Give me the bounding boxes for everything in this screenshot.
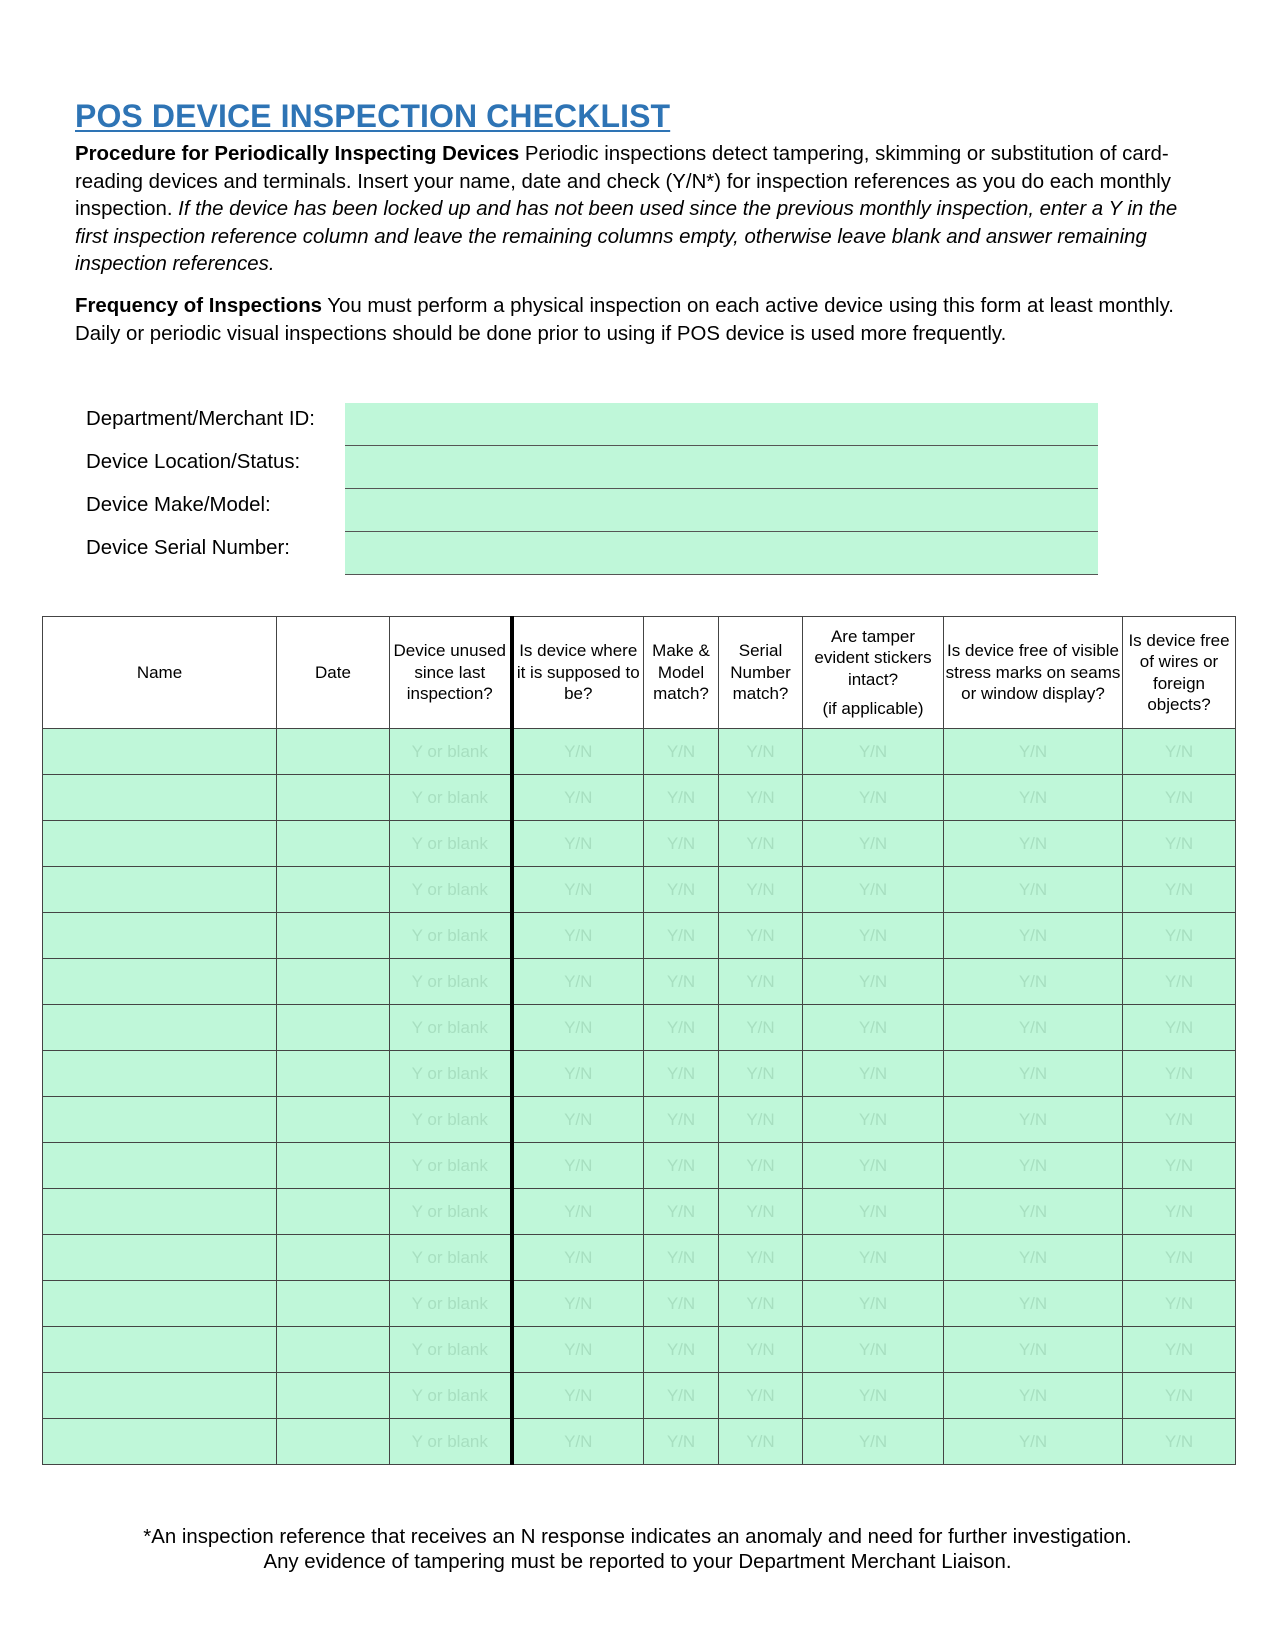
cell-wires-foreign-objects[interactable]: Y/N xyxy=(1123,1235,1236,1281)
cell-device-unused[interactable]: Y or blank xyxy=(390,959,512,1005)
cell-date[interactable] xyxy=(277,867,390,913)
cell-device-unused[interactable]: Y or blank xyxy=(390,867,512,913)
device-serial-number-label: Device Serial Number: xyxy=(86,537,290,559)
cell-device-location[interactable]: Y/N xyxy=(512,1051,644,1097)
cell-wires-foreign-objects[interactable]: Y/N xyxy=(1123,821,1236,867)
cell-serial-number[interactable]: Y/N xyxy=(719,1143,803,1189)
cell-stress-marks[interactable]: Y/N xyxy=(944,775,1123,821)
cell-device-unused[interactable]: Y or blank xyxy=(390,1281,512,1327)
cell-tamper-stickers[interactable]: Y/N xyxy=(803,1419,944,1465)
cell-serial-number[interactable]: Y/N xyxy=(719,1281,803,1327)
header-serial-number-label: Serial Number match? xyxy=(730,641,791,704)
cell-serial-number[interactable]: Y/N xyxy=(719,913,803,959)
cell-stress-marks[interactable]: Y/N xyxy=(944,729,1123,775)
table-row xyxy=(43,959,1236,1005)
cell-stress-marks[interactable]: Y/N xyxy=(944,1005,1123,1051)
cell-name[interactable] xyxy=(43,913,277,959)
cell-wires-foreign-objects[interactable]: Y/N xyxy=(1123,1143,1236,1189)
cell-make-model[interactable]: Y/N xyxy=(644,1051,719,1097)
cell-device-location[interactable]: Y/N xyxy=(512,1189,644,1235)
cell-stress-marks[interactable]: Y/N xyxy=(944,1189,1123,1235)
cell-name[interactable] xyxy=(43,729,277,775)
cell-device-unused[interactable]: Y or blank xyxy=(390,729,512,775)
cell-stress-marks[interactable]: Y/N xyxy=(944,1281,1123,1327)
procedure-paragraph xyxy=(75,141,1210,279)
cell-make-model[interactable]: Y/N xyxy=(644,959,719,1005)
cell-name[interactable] xyxy=(43,867,277,913)
header-name-label: Name xyxy=(136,662,183,682)
cell-device-unused[interactable]: Y or blank xyxy=(390,1051,512,1097)
cell-name[interactable] xyxy=(43,1281,277,1327)
table-row xyxy=(43,775,1236,821)
cell-wires-foreign-objects[interactable]: Y/N xyxy=(1123,775,1236,821)
cell-tamper-stickers[interactable]: Y/N xyxy=(803,1373,944,1419)
header-serial-number xyxy=(719,617,803,729)
cell-make-model[interactable]: Y/N xyxy=(644,1097,719,1143)
cell-date[interactable] xyxy=(277,1097,390,1143)
department-merchant-id-field[interactable] xyxy=(345,403,1098,446)
cell-tamper-stickers[interactable]: Y/N xyxy=(803,1005,944,1051)
device-serial-number-field[interactable] xyxy=(345,532,1098,575)
cell-date[interactable] xyxy=(277,1051,390,1097)
table-row xyxy=(43,1189,1236,1235)
cell-name[interactable] xyxy=(43,775,277,821)
cell-serial-number[interactable]: Y/N xyxy=(719,959,803,1005)
cell-tamper-stickers[interactable]: Y/N xyxy=(803,1189,944,1235)
cell-stress-marks[interactable]: Y/N xyxy=(944,867,1123,913)
cell-serial-number[interactable]: Y/N xyxy=(719,1327,803,1373)
cell-name[interactable] xyxy=(43,1051,277,1097)
cell-serial-number[interactable]: Y/N xyxy=(719,867,803,913)
cell-stress-marks[interactable]: Y/N xyxy=(944,1051,1123,1097)
cell-wires-foreign-objects[interactable]: Y/N xyxy=(1123,1051,1236,1097)
cell-tamper-stickers[interactable]: Y/N xyxy=(803,959,944,1005)
cell-device-location[interactable]: Y/N xyxy=(512,729,644,775)
header-date-label: Date xyxy=(315,662,351,682)
header-tamper-stickers-label: Are tamper evident stickers intact? xyxy=(814,626,932,689)
table-row xyxy=(43,1373,1236,1419)
cell-name[interactable] xyxy=(43,1419,277,1465)
cell-name[interactable] xyxy=(43,1189,277,1235)
device-location-status-field[interactable] xyxy=(345,446,1098,489)
cell-serial-number[interactable]: Y/N xyxy=(719,1235,803,1281)
cell-date[interactable] xyxy=(277,1235,390,1281)
cell-device-location[interactable]: Y/N xyxy=(512,775,644,821)
cell-stress-marks[interactable]: Y/N xyxy=(944,1097,1123,1143)
cell-date[interactable] xyxy=(277,1327,390,1373)
device-make-model-label: Device Make/Model: xyxy=(86,494,271,516)
procedure-text: Periodic inspections detect tampering, skimming or substitution of card-reading devices and terminals. Insert your name, date and check (Y/N*) for inspection references as you do each monthly inspection. xyxy=(75,143,1172,220)
inspection-table xyxy=(42,616,1236,1465)
cell-date[interactable] xyxy=(277,1373,390,1419)
table-row xyxy=(43,867,1236,913)
cell-serial-number[interactable]: Y/N xyxy=(719,1051,803,1097)
cell-name[interactable] xyxy=(43,1235,277,1281)
table-row xyxy=(43,913,1236,959)
cell-device-unused[interactable]: Y or blank xyxy=(390,1189,512,1235)
header-stress-marks xyxy=(944,617,1123,729)
device-make-model-field[interactable] xyxy=(345,489,1098,532)
table-row xyxy=(43,729,1236,775)
cell-wires-foreign-objects[interactable]: Y/N xyxy=(1123,867,1236,913)
cell-wires-foreign-objects[interactable]: Y/N xyxy=(1123,1005,1236,1051)
cell-make-model[interactable]: Y/N xyxy=(644,1189,719,1235)
header-device-location-label: Is device where it is supposed to be? xyxy=(516,641,640,704)
footer-line-1: *An inspection reference that receives an N response indicates an anomaly and need for further investigation. xyxy=(143,1526,1132,1548)
cell-device-unused[interactable]: Y or blank xyxy=(390,1419,512,1465)
cell-tamper-stickers[interactable]: Y/N xyxy=(803,1235,944,1281)
cell-serial-number[interactable]: Y/N xyxy=(719,775,803,821)
cell-device-location[interactable]: Y/N xyxy=(512,1419,644,1465)
footer-note xyxy=(0,1525,1275,1575)
cell-stress-marks[interactable]: Y/N xyxy=(944,1143,1123,1189)
table-row xyxy=(43,1143,1236,1189)
cell-serial-number[interactable]: Y/N xyxy=(719,821,803,867)
cell-stress-marks[interactable]: Y/N xyxy=(944,1235,1123,1281)
cell-wires-foreign-objects[interactable]: Y/N xyxy=(1123,1281,1236,1327)
cell-make-model[interactable]: Y/N xyxy=(644,775,719,821)
cell-device-location[interactable]: Y/N xyxy=(512,821,644,867)
header-wires-foreign-objects-label: Is device free of wires or foreign objects? xyxy=(1128,630,1230,714)
frequency-text: You must perform a physical inspection on each active device using this form at least monthly. Daily or periodic visual inspections should be done prior to using if POS device is used more frequently. xyxy=(75,295,1174,345)
cell-make-model[interactable]: Y/N xyxy=(644,913,719,959)
cell-tamper-stickers[interactable]: Y/N xyxy=(803,729,944,775)
cell-name[interactable] xyxy=(43,1143,277,1189)
header-device-unused-label: Device unused since last inspection? xyxy=(393,641,506,704)
cell-make-model[interactable]: Y/N xyxy=(644,729,719,775)
cell-device-unused[interactable]: Y or blank xyxy=(390,1005,512,1051)
table-row xyxy=(43,1327,1236,1373)
cell-name[interactable] xyxy=(43,1373,277,1419)
table-row xyxy=(43,1051,1236,1097)
cell-device-unused[interactable]: Y or blank xyxy=(390,775,512,821)
cell-serial-number[interactable]: Y/N xyxy=(719,1005,803,1051)
frequency-paragraph xyxy=(75,293,1210,348)
device-location-status-label: Device Location/Status: xyxy=(86,451,301,473)
cell-date[interactable] xyxy=(277,1143,390,1189)
cell-wires-foreign-objects[interactable]: Y/N xyxy=(1123,729,1236,775)
cell-device-location[interactable]: Y/N xyxy=(512,1097,644,1143)
cell-name[interactable] xyxy=(43,959,277,1005)
cell-make-model[interactable]: Y/N xyxy=(644,1235,719,1281)
cell-tamper-stickers[interactable]: Y/N xyxy=(803,1143,944,1189)
cell-wires-foreign-objects[interactable]: Y/N xyxy=(1123,1373,1236,1419)
cell-name[interactable] xyxy=(43,1097,277,1143)
table-row xyxy=(43,1419,1236,1465)
footer-line-2: Any evidence of tampering must be reported to your Department Merchant Liaison. xyxy=(263,1551,1012,1573)
cell-make-model[interactable]: Y/N xyxy=(644,1005,719,1051)
cell-wires-foreign-objects[interactable]: Y/N xyxy=(1123,1097,1236,1143)
header-device-location xyxy=(512,617,644,729)
cell-name[interactable] xyxy=(43,1005,277,1051)
cell-stress-marks[interactable]: Y/N xyxy=(944,959,1123,1005)
cell-stress-marks[interactable]: Y/N xyxy=(944,913,1123,959)
cell-tamper-stickers[interactable]: Y/N xyxy=(803,913,944,959)
header-device-unused xyxy=(390,617,512,729)
cell-device-unused[interactable]: Y or blank xyxy=(390,821,512,867)
cell-tamper-stickers[interactable]: Y/N xyxy=(803,867,944,913)
cell-serial-number[interactable]: Y/N xyxy=(719,729,803,775)
cell-stress-marks[interactable]: Y/N xyxy=(944,1419,1123,1465)
cell-serial-number[interactable]: Y/N xyxy=(719,1419,803,1465)
cell-tamper-stickers[interactable]: Y/N xyxy=(803,1281,944,1327)
table-row xyxy=(43,821,1236,867)
cell-wires-foreign-objects[interactable]: Y/N xyxy=(1123,1419,1236,1465)
header-tamper-stickers xyxy=(803,617,944,729)
table-row xyxy=(43,1097,1236,1143)
table-row xyxy=(43,1281,1236,1327)
cell-date[interactable] xyxy=(277,729,390,775)
cell-tamper-stickers[interactable]: Y/N xyxy=(803,821,944,867)
procedure-heading: Procedure for Periodically Inspecting Devices xyxy=(75,143,520,165)
cell-device-location[interactable]: Y/N xyxy=(512,1281,644,1327)
cell-date[interactable] xyxy=(277,959,390,1005)
cell-device-unused[interactable]: Y or blank xyxy=(390,1327,512,1373)
cell-device-unused[interactable]: Y or blank xyxy=(390,1373,512,1419)
cell-tamper-stickers[interactable]: Y/N xyxy=(803,1051,944,1097)
cell-device-location[interactable]: Y/N xyxy=(512,1235,644,1281)
cell-stress-marks[interactable]: Y/N xyxy=(944,1373,1123,1419)
cell-stress-marks[interactable]: Y/N xyxy=(944,1327,1123,1373)
table-row xyxy=(43,1005,1236,1051)
cell-make-model[interactable]: Y/N xyxy=(644,1143,719,1189)
cell-serial-number[interactable]: Y/N xyxy=(719,1373,803,1419)
cell-date[interactable] xyxy=(277,1005,390,1051)
cell-device-location[interactable]: Y/N xyxy=(512,959,644,1005)
cell-date[interactable] xyxy=(277,1419,390,1465)
cell-device-unused[interactable]: Y or blank xyxy=(390,913,512,959)
cell-device-location[interactable]: Y/N xyxy=(512,1373,644,1419)
header-wires-foreign-objects xyxy=(1123,617,1236,729)
cell-make-model[interactable]: Y/N xyxy=(644,821,719,867)
header-make-model xyxy=(644,617,719,729)
header-stress-marks-label: Is device free of visible stress marks on seams or window display? xyxy=(945,641,1121,704)
frequency-heading: Frequency of Inspections xyxy=(75,295,322,317)
cell-make-model[interactable]: Y/N xyxy=(644,867,719,913)
page-title: POS DEVICE INSPECTION CHECKLIST xyxy=(75,98,671,134)
cell-device-unused[interactable]: Y or blank xyxy=(390,1235,512,1281)
table-header-row xyxy=(43,617,1236,729)
department-merchant-id-label: Department/Merchant ID: xyxy=(86,408,315,430)
cell-make-model[interactable]: Y/N xyxy=(644,1281,719,1327)
procedure-italic-text: If the device has been locked up and has not been used since the previous monthly inspection, enter a Y in the first inspection reference column and leave the remaining columns empty, otherwise leave blank and answer remaining inspection references. xyxy=(75,198,1178,275)
cell-device-location[interactable]: Y/N xyxy=(512,1327,644,1373)
cell-date[interactable] xyxy=(277,775,390,821)
cell-device-unused[interactable]: Y or blank xyxy=(390,1097,512,1143)
cell-date[interactable] xyxy=(277,821,390,867)
cell-device-location[interactable]: Y/N xyxy=(512,913,644,959)
cell-wires-foreign-objects[interactable]: Y/N xyxy=(1123,913,1236,959)
cell-tamper-stickers[interactable]: Y/N xyxy=(803,1327,944,1373)
cell-stress-marks[interactable]: Y/N xyxy=(944,821,1123,867)
cell-date[interactable] xyxy=(277,913,390,959)
cell-serial-number[interactable]: Y/N xyxy=(719,1189,803,1235)
cell-date[interactable] xyxy=(277,1189,390,1235)
cell-device-location[interactable]: Y/N xyxy=(512,867,644,913)
cell-serial-number[interactable]: Y/N xyxy=(719,1097,803,1143)
header-tamper-stickers-note: (if applicable) xyxy=(822,699,924,718)
cell-make-model[interactable]: Y/N xyxy=(644,1373,719,1419)
cell-wires-foreign-objects[interactable]: Y/N xyxy=(1123,959,1236,1005)
cell-device-location[interactable]: Y/N xyxy=(512,1143,644,1189)
cell-make-model[interactable]: Y/N xyxy=(644,1419,719,1465)
header-make-model-label: Make & Model match? xyxy=(652,641,710,704)
cell-tamper-stickers[interactable]: Y/N xyxy=(803,775,944,821)
cell-device-location[interactable]: Y/N xyxy=(512,1005,644,1051)
cell-name[interactable] xyxy=(43,1327,277,1373)
header-name xyxy=(43,617,277,729)
cell-tamper-stickers[interactable]: Y/N xyxy=(803,1097,944,1143)
table-row xyxy=(43,1235,1236,1281)
cell-make-model[interactable]: Y/N xyxy=(644,1327,719,1373)
cell-wires-foreign-objects[interactable]: Y/N xyxy=(1123,1327,1236,1373)
header-date xyxy=(277,617,390,729)
cell-wires-foreign-objects[interactable]: Y/N xyxy=(1123,1189,1236,1235)
cell-name[interactable] xyxy=(43,821,277,867)
cell-date[interactable] xyxy=(277,1281,390,1327)
cell-device-unused[interactable]: Y or blank xyxy=(390,1143,512,1189)
